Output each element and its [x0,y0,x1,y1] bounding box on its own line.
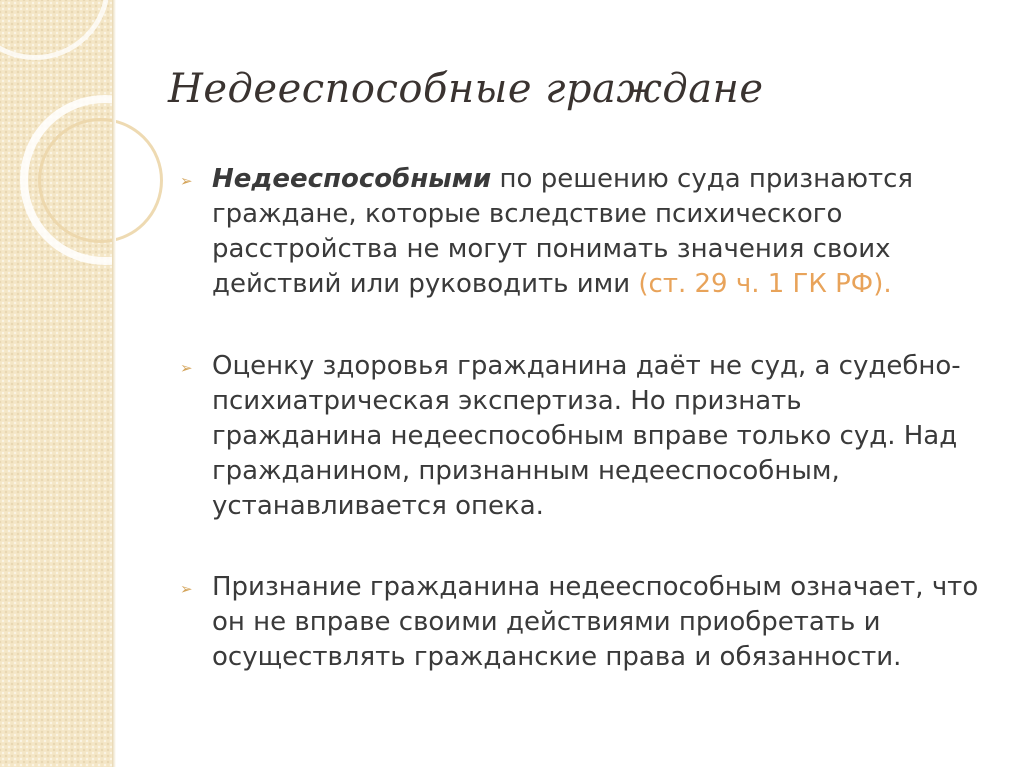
bullet-item [180,349,980,524]
arrow-bullet-icon: ➢ [180,172,193,190]
bullet-item [180,162,980,302]
decorative-side-band [0,0,112,767]
decorative-ring-icon [38,118,163,243]
law-reference: (ст. 29 ч. 1 ГК РФ). [638,269,892,299]
bullet-list [180,162,980,675]
bullet-emphasis: Недееспособными [212,164,492,194]
arrow-bullet-icon: ➢ [180,359,193,377]
side-band-edge [112,0,116,767]
bullet-text: Оценку здоровья гражданина даёт не суд, а судебно-психиатрическая экспертиза. Но признать гражданина недееспособным вправе только суд. Над гражданином, признанным недееспособным, устанавливается опека. [212,351,961,521]
bullet-text: Признание гражданина недееспособным означает, что он не вправе своими действиями приобретать и осуществлять гражданские права и обязанности. [212,572,979,672]
slide-title: Недееспособные граждане [168,66,764,112]
decorative-ring-icon [0,0,110,60]
arrow-bullet-icon: ➢ [180,580,193,598]
bullet-item [180,570,980,675]
bullet-text: по решению суда признаются граждане, которые вследствие психического расстройства не могут понимать значения своих действий или руководить ими [212,164,914,299]
